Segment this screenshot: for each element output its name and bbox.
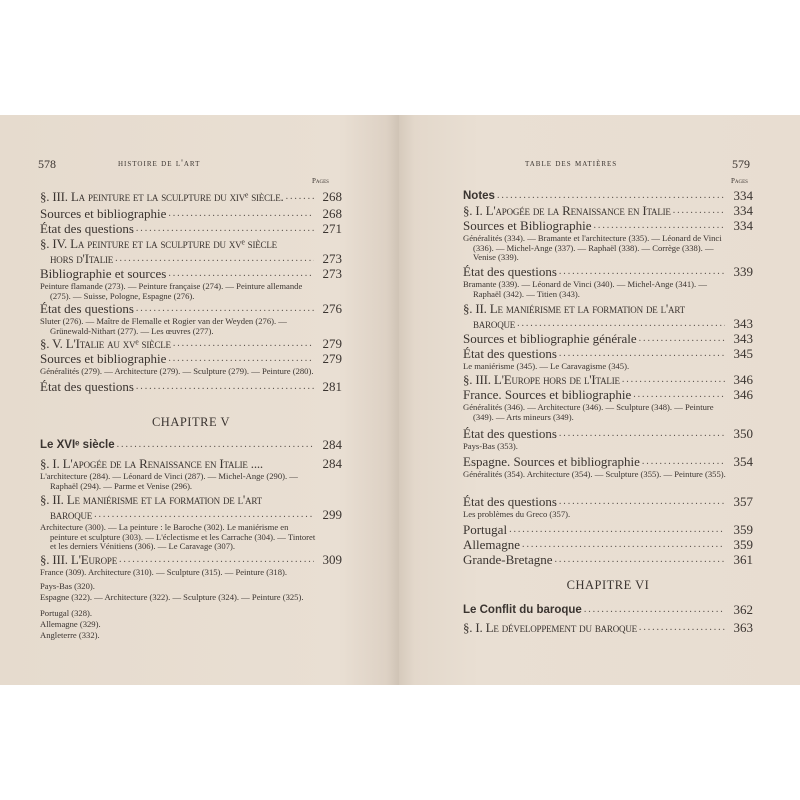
toc-entry-title: État des questions — [40, 379, 134, 394]
toc-subtopics: France (309). Architecture (310). — Sculpture (315). — Peinture (318). — [40, 567, 287, 577]
dot-leader — [559, 347, 725, 361]
toc-subtopics: Portugal (328). — [40, 608, 93, 618]
dot-leader — [642, 455, 725, 469]
toc-entry[interactable] — [40, 352, 342, 366]
toc-page-number: 279 — [322, 336, 342, 351]
dot-leader — [117, 438, 314, 452]
toc-entry[interactable] — [463, 603, 753, 617]
toc-entry-title: Sources et bibliographie générale — [463, 331, 637, 346]
toc-page-number: 284 — [322, 437, 342, 452]
toc-entry-title: Notes — [463, 190, 495, 202]
toc-page-number: 334 — [733, 203, 753, 218]
running-head: histoire de l'art — [118, 159, 201, 169]
toc-entry-title: §. I. Le développement du baroque — [463, 620, 637, 635]
toc-subtopics: Généralités (354). Architecture (354). — Sculpture (355). — Peinture (355). — [463, 469, 726, 479]
toc-entry-title: Bibliographie et sources — [40, 266, 167, 281]
toc-page-number: 346 — [733, 387, 753, 402]
toc-entry-title: hors d'Italie — [50, 251, 114, 266]
toc-subtopics: Peinture flamande (273). — Peinture française (274). — Peinture allemande (275). — Suisse, Pologne, Espagne (276). — [40, 281, 303, 301]
toc-page-number: 284 — [322, 456, 342, 471]
dot-leader — [94, 508, 314, 522]
toc-entry[interactable] — [463, 388, 753, 402]
toc-page-number: 273 — [322, 251, 342, 266]
toc-entry-title: Espagne. Sources et bibliographie — [463, 454, 640, 469]
toc-entry-title: baroque — [50, 507, 93, 522]
toc-page-number: 276 — [322, 301, 342, 316]
toc-entry[interactable] — [463, 553, 753, 567]
toc-entry-title-line: §. II. Le maniérisme et la formation de l'art — [40, 492, 262, 507]
toc-subtopics: Généralités (334). — Bramante et l'architecture (335). — Léonard de Vinci (336). — Michel-Ange (337). — Raphaël (338). — Corrège (338). — Venise (339). — [463, 233, 722, 263]
dot-leader — [173, 337, 314, 351]
page-number: 578 — [38, 157, 56, 171]
toc-page-number: 273 — [322, 266, 342, 281]
toc-subtopics: Sluter (276). — Maître de Flemalle et Rogier van der Weyden (276). — Grünewald-Nithart (277). — Les œuvres (277). — [40, 316, 287, 336]
pages-label: Pages — [312, 177, 329, 185]
toc-entry[interactable] — [50, 252, 342, 266]
running-head: table des matières — [525, 159, 618, 169]
toc-entry[interactable] — [463, 538, 753, 552]
dot-leader — [115, 252, 314, 266]
dot-leader — [622, 373, 725, 387]
toc-page-number: 339 — [733, 264, 753, 279]
toc-page-number: 268 — [322, 189, 342, 204]
toc-entry[interactable] — [463, 373, 753, 387]
toc-entry-title: France. Sources et bibliographie — [463, 387, 632, 402]
toc-page-number: 363 — [733, 620, 753, 635]
toc-entry-title: État des questions — [463, 426, 557, 441]
toc-page-number: 279 — [322, 351, 342, 366]
toc-entry[interactable] — [40, 380, 342, 394]
toc-entry-title: §. I. L'apogée de la Renaissance en Italie .... — [40, 456, 263, 471]
dot-leader — [559, 265, 725, 279]
toc-page-number: 309 — [322, 552, 342, 567]
dot-leader — [584, 603, 725, 617]
toc-entry-title-line: §. II. Le maniérisme et la formation de l'art — [463, 301, 685, 316]
toc-entry-title: État des questions — [463, 494, 557, 509]
toc-entry-title: Le Conflit du baroque — [463, 604, 582, 616]
dot-leader — [497, 189, 725, 203]
toc-subtopics: Bramante (339). — Léonard de Vinci (340). — Michel-Ange (341). — Raphaël (342). — Titien (343). — [463, 279, 707, 299]
toc-entry[interactable] — [463, 189, 753, 203]
toc-page-number: 271 — [322, 221, 342, 236]
toc-entry-title: Allemagne — [463, 537, 521, 552]
toc-entry[interactable] — [463, 332, 753, 346]
toc-entry-title: §. III. L'Europe hors de l'Italie — [463, 372, 620, 387]
toc-entry[interactable] — [40, 553, 342, 567]
toc-subtopics: Généralités (346). — Architecture (346). — Sculpture (348). — Peinture (349). — Arts mineurs (349). — [463, 402, 714, 422]
toc-subtopics: L'architecture (284). — Léonard de Vinci (287). — Michel-Ange (290). — Raphaël (294). — Parme et Venise (296). — [40, 471, 298, 491]
toc-page-number: 343 — [733, 331, 753, 346]
toc-entry-title: Sources et Bibliographie — [463, 218, 592, 233]
toc-entry-title: État des questions — [40, 221, 134, 236]
toc-entry-title: Sources et bibliographie — [40, 206, 167, 221]
toc-entry-title: Le XVIᵉ siècle — [40, 439, 115, 451]
toc-page-number: 362 — [733, 602, 753, 617]
toc-entry[interactable] — [463, 219, 753, 233]
dot-leader — [594, 219, 725, 233]
toc-entry[interactable] — [40, 267, 342, 281]
toc-entry[interactable] — [40, 302, 342, 316]
toc-entry-title-line: §. IV. La peinture et la sculpture du xvᵉ siècle — [40, 236, 277, 251]
toc-entry[interactable] — [40, 337, 342, 351]
dot-leader — [522, 538, 725, 552]
toc-page-number: 268 — [322, 206, 342, 221]
dot-leader — [136, 222, 314, 236]
toc-entry[interactable] — [463, 455, 753, 469]
toc-page-number: 359 — [733, 537, 753, 552]
dot-leader — [168, 352, 314, 366]
toc-subtopics: Pays-Bas (320). — [40, 581, 95, 591]
chapter-heading: CHAPITRE VI — [566, 578, 650, 592]
toc-entry[interactable] — [463, 204, 753, 218]
toc-entry[interactable] — [473, 317, 753, 331]
dot-leader — [673, 204, 725, 218]
toc-subtopics: Espagne (322). — Architecture (322). — Sculpture (324). — Peinture (325). — [40, 592, 304, 602]
toc-entry-title: Grande-Bretagne — [463, 552, 553, 567]
toc-entry[interactable] — [463, 495, 753, 509]
dot-leader — [559, 427, 725, 441]
dot-leader — [559, 495, 725, 509]
toc-entry-title: §. I. L'apogée de la Renaissance en Italie — [463, 203, 671, 218]
dot-leader — [555, 553, 725, 567]
dot-leader — [168, 267, 314, 281]
toc-entry[interactable] — [463, 427, 753, 441]
chapter-heading: CHAPITRE V — [151, 415, 231, 429]
toc-entry[interactable] — [40, 190, 342, 204]
toc-entry-title: État des questions — [40, 301, 134, 316]
toc-subtopics: Architecture (300). — La peinture : le Baroche (302). Le maniérisme en peinture et sculpture (303). — L'éclectisme et les Carrache (304). — Tintoret et les derniers Vénitiens (306). — Le Caravage (307). — [40, 522, 316, 552]
toc-page-number: 343 — [733, 316, 753, 331]
toc-entry-title: §. V. L'Italie au xvᵉ siècle — [40, 336, 171, 351]
toc-page-number: 281 — [322, 379, 342, 394]
toc-page-number: 345 — [733, 346, 753, 361]
toc-subtopics: Pays-Bas (353). — [463, 441, 518, 451]
dot-leader — [633, 388, 725, 402]
toc-entry-title: État des questions — [463, 346, 557, 361]
pages-label: Pages — [731, 177, 748, 185]
toc-entry[interactable] — [50, 508, 342, 522]
toc-entry[interactable] — [463, 347, 753, 361]
toc-entry-title: §. III. La peinture et la sculpture du xivᵉ siècle. — [40, 189, 284, 204]
dot-leader — [168, 207, 314, 221]
toc-entry-title: baroque — [473, 316, 516, 331]
toc-entry[interactable] — [463, 621, 753, 635]
toc-page-number: 357 — [733, 494, 753, 509]
dot-leader — [286, 190, 314, 204]
toc-page-number: 334 — [733, 218, 753, 233]
dot-leader — [119, 553, 314, 567]
toc-entry-title: État des questions — [463, 264, 557, 279]
toc-entry[interactable] — [40, 222, 342, 236]
dot-leader — [639, 332, 725, 346]
page-number: 579 — [732, 157, 750, 171]
toc-page-number: 299 — [322, 507, 342, 522]
toc-entry[interactable] — [40, 457, 342, 471]
dot-leader — [136, 302, 314, 316]
toc-entry[interactable] — [40, 438, 342, 452]
toc-entry-title: Sources et bibliographie — [40, 351, 167, 366]
toc-subtopics: Le maniérisme (345). — Le Caravagisme (345). — [463, 361, 630, 371]
toc-entry[interactable] — [40, 207, 342, 221]
toc-subtopics: Allemagne (329). — [40, 619, 101, 629]
toc-entry-title: Portugal — [463, 522, 508, 537]
right-page — [399, 115, 800, 685]
dot-leader — [136, 380, 314, 394]
toc-subtopics: Angleterre (332). — [40, 630, 100, 640]
toc-page-number: 361 — [733, 552, 753, 567]
dot-leader — [517, 317, 725, 331]
toc-entry-title: §. III. L'Europe — [40, 552, 118, 567]
toc-page-number: 350 — [733, 426, 753, 441]
toc-entry[interactable] — [463, 265, 753, 279]
toc-subtopics: Les problèmes du Greco (357). — [463, 509, 571, 519]
dot-leader — [509, 523, 725, 537]
dot-leader — [639, 621, 725, 635]
toc-page-number: 334 — [733, 188, 753, 203]
toc-page-number: 346 — [733, 372, 753, 387]
left-page — [0, 115, 399, 685]
toc-entry[interactable] — [463, 523, 753, 537]
toc-page-number: 359 — [733, 522, 753, 537]
toc-page-number: 354 — [733, 454, 753, 469]
toc-subtopics: Généralités (279). — Architecture (279). — Sculpture (279). — Peinture (280). — [40, 366, 314, 376]
